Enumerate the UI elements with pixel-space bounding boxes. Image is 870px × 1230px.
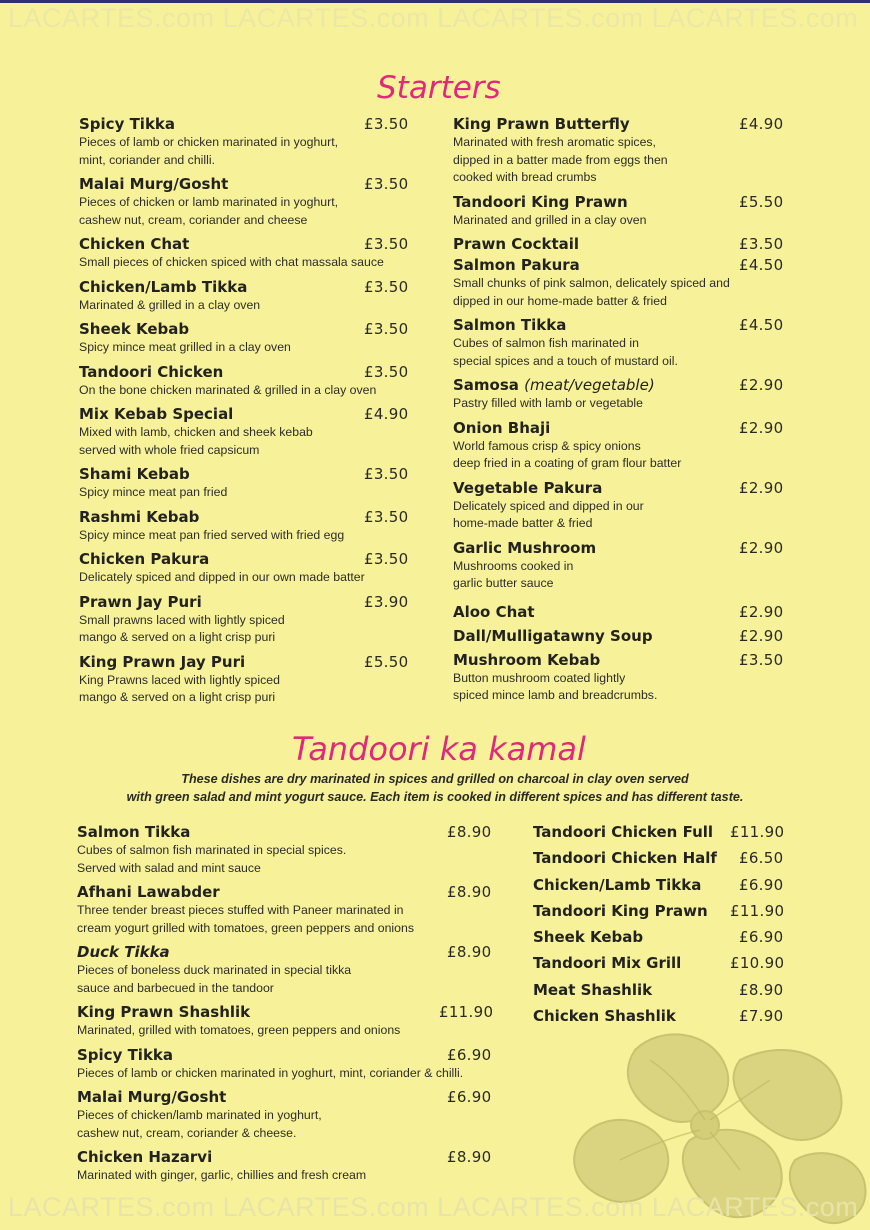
item-name: Tandoori Mix Grill	[533, 954, 682, 973]
item-name: Malai Murg/Gosht	[79, 175, 229, 193]
menu-item	[453, 192, 798, 230]
item-price: £2.90	[739, 418, 784, 437]
item-price: £4.90	[739, 115, 784, 133]
item-description: Spicy mince meat pan fried served with fried egg	[79, 527, 345, 542]
menu-item	[453, 114, 798, 187]
menu-item	[79, 464, 419, 502]
item-price: £8.90	[447, 1148, 492, 1166]
menu-item	[77, 1147, 497, 1185]
item-price: £7.90	[739, 1007, 784, 1026]
item-price: £8.90	[447, 943, 492, 961]
item-name: Duck Tikka	[77, 943, 170, 961]
item-description: King Prawns laced with lightly spiced mango & served on a light crisp puri	[79, 672, 280, 704]
item-description: Spicy mince meat pan fried	[79, 485, 228, 499]
item-description: Marinated and grilled in a clay oven	[453, 212, 647, 227]
item-description: Pieces of chicken/lamb marinated in yoghurt, cashew nut, cream, coriander & cheese.	[77, 1108, 322, 1140]
item-price: £10.90	[730, 954, 785, 973]
item-name: Garlic Mushroom	[453, 538, 597, 557]
item-price: £8.90	[447, 883, 492, 901]
item-name: Prawn Jay Puri	[79, 592, 202, 611]
item-description: Pieces of chicken or lamb marinated in yoghurt, cashew nut, cream, coriander and cheese	[79, 195, 339, 227]
menu-item	[79, 114, 419, 169]
item-price: £4.90	[364, 405, 409, 423]
menu-item	[533, 980, 793, 1000]
menu-item	[533, 875, 793, 895]
item-price: £6.90	[447, 1045, 492, 1064]
item-price: £6.90	[447, 1088, 492, 1106]
item-name: Tandoori Chicken	[79, 362, 224, 381]
item-name: Onion Bhaji	[453, 418, 551, 437]
item-name: Dall/Mulligatawny Soup	[453, 626, 653, 645]
item-price: £6.90	[739, 928, 784, 947]
menu-item	[79, 362, 419, 400]
menu-item	[77, 1002, 497, 1040]
item-price: £3.50	[364, 235, 409, 253]
menu-item	[533, 848, 793, 868]
item-description: Pieces of lamb or chicken marinated in yoghurt, mint, coriander and chilli.	[79, 135, 339, 167]
item-name	[453, 376, 655, 394]
item-price: £3.50	[364, 550, 409, 568]
menu-item	[453, 626, 798, 646]
item-price: £3.50	[364, 507, 409, 526]
menu-item	[79, 549, 419, 587]
item-price: £3.50	[364, 465, 409, 483]
item-name: Salmon Tikka	[453, 316, 567, 334]
item-description: Pastry filled with lamb or vegetable	[453, 396, 644, 410]
item-name: Tandoori Chicken Full	[533, 823, 714, 841]
item-description: Small chunks of pink salmon, delicately spiced and dipped in our home-made batter & fried	[453, 276, 730, 308]
item-description: Marinated & grilled in a clay oven	[79, 297, 261, 312]
menu-item	[79, 404, 419, 459]
item-name: Chicken Hazarvi	[77, 1148, 213, 1166]
item-description: Pieces of boneless duck marinated in special tikka sauce and barbecued in the tandoor	[77, 963, 352, 995]
item-price: £3.50	[364, 277, 409, 296]
item-description: Mushrooms cooked in garlic butter sauce	[453, 558, 574, 590]
item-name: Tandoori Chicken Half	[533, 849, 717, 868]
item-price: £2.90	[739, 538, 784, 557]
menu-item	[453, 418, 798, 473]
starters-right-column	[453, 114, 798, 710]
item-price: £4.50	[739, 256, 784, 274]
menu-item	[77, 942, 497, 997]
item-price: £3.50	[364, 115, 409, 133]
item-name: Chicken Pakura	[79, 550, 210, 568]
menu-item	[79, 592, 419, 647]
menu-item	[79, 277, 419, 315]
menu-item	[533, 822, 793, 842]
item-description: Three tender breast pieces stuffed with Paneer marinated in cream yogurt grilled with tomatoes, green peppers and onions	[77, 903, 414, 935]
item-description: Marinated, grilled with tomatoes, green peppers and onions	[77, 1023, 401, 1037]
item-description: Pieces of lamb or chicken marinated in yoghurt, mint, coriander & chilli.	[77, 1065, 464, 1080]
menu-item	[77, 882, 497, 937]
menu-item	[453, 602, 798, 622]
item-name: Rashmi Kebab	[79, 507, 200, 526]
item-description: Spicy mince meat grilled in a clay oven	[79, 340, 291, 354]
tandoori-title: Tandoori ka kamal	[292, 730, 586, 768]
item-name: Chicken/Lamb Tikka	[533, 875, 702, 894]
menu-item	[453, 538, 798, 593]
item-price: £3.50	[739, 235, 784, 253]
tandoori-right-column	[533, 822, 793, 1032]
starters-left-column	[79, 114, 419, 712]
item-name: King Prawn Butterfly	[453, 115, 630, 133]
item-price: £3.50	[364, 320, 409, 338]
item-name: King Prawn Shashlik	[77, 1003, 251, 1021]
menu-item	[79, 319, 419, 357]
menu-item	[453, 375, 798, 413]
item-name-note: (meat/vegetable)	[524, 376, 655, 394]
item-name: Salmon Tikka	[77, 823, 191, 841]
item-price: £8.90	[739, 980, 784, 999]
item-name: Meat Shashlik	[533, 980, 653, 999]
item-name: Malai Murg/Gosht	[77, 1088, 227, 1106]
tandoori-left-column	[77, 822, 497, 1190]
item-name: Spicy Tikka	[77, 1045, 174, 1064]
item-description: World famous crisp & spicy onions deep fried in a coating of gram flour batter	[453, 438, 682, 470]
menu-item	[533, 953, 793, 973]
item-description: Delicately spiced and dipped in our home-made batter & fried	[453, 498, 644, 530]
item-price: £2.90	[739, 478, 784, 497]
menu-item	[453, 478, 798, 533]
item-price: £2.90	[739, 376, 784, 394]
item-name: Chicken Chat	[79, 235, 190, 253]
item-description: Marinated with fresh aromatic spices, dipped in a batter made from eggs then cooked with bread crumbs	[453, 135, 668, 184]
item-description: On the bone chicken marinated & grilled in a clay oven	[79, 382, 377, 397]
menu-item	[77, 1045, 497, 1083]
menu-item	[533, 901, 793, 921]
watermark-bottom: LACARTES.com LACARTES.com LACARTES.com LACARTES.com	[8, 1192, 859, 1222]
item-name: Shami Kebab	[79, 465, 190, 483]
item-name: Afhani Lawabder	[77, 883, 220, 901]
item-name: Spicy Tikka	[79, 115, 176, 133]
item-name: Sheek Kebab	[79, 320, 190, 338]
item-name: Prawn Cocktail	[453, 235, 580, 253]
item-name: Chicken Shashlik	[533, 1007, 676, 1026]
item-price: £3.90	[364, 592, 409, 611]
item-price: £2.90	[739, 602, 784, 621]
menu-item	[533, 927, 793, 947]
item-price: £3.50	[364, 175, 409, 193]
item-name: Mushroom Kebab	[453, 650, 601, 669]
menu-item	[79, 174, 419, 229]
item-name: Mix Kebab Special	[79, 405, 234, 423]
menu-item	[77, 1087, 497, 1142]
menu-item	[79, 507, 419, 545]
watermark-top: LACARTES.com LACARTES.com LACARTES.com LACARTES.com	[8, 3, 859, 33]
item-description: Small pieces of chicken spiced with chat massala sauce	[79, 255, 384, 269]
item-description: Cubes of salmon fish marinated in special spices and a touch of mustard oil.	[453, 336, 678, 368]
menu-item	[79, 652, 419, 707]
item-name: Tandoori King Prawn	[533, 901, 708, 920]
item-price: £8.90	[447, 823, 492, 841]
item-name-main: Samosa	[453, 376, 519, 394]
item-price: £6.50	[739, 849, 784, 868]
item-name: Vegetable Pakura	[453, 478, 603, 497]
item-price: £4.50	[739, 316, 784, 334]
menu-item	[453, 255, 798, 310]
item-name: Tandoori King Prawn	[453, 192, 628, 211]
menu-item	[453, 234, 798, 254]
item-description: Mixed with lamb, chicken and sheek kebab served with whole fried capsicum	[79, 425, 313, 457]
item-name: Chicken/Lamb Tikka	[79, 277, 248, 296]
item-description: Small prawns laced with lightly spiced mango & served on a light crisp puri	[79, 612, 285, 644]
menu-item	[453, 650, 798, 705]
item-price: £5.50	[364, 652, 409, 671]
item-description: Cubes of salmon fish marinated in special spices. Served with salad and mint sauce	[77, 843, 347, 875]
item-name: King Prawn Jay Puri	[79, 652, 246, 671]
item-description: Delicately spiced and dipped in our own made batter	[79, 570, 365, 584]
menu-item	[453, 315, 798, 370]
item-price: £11.90	[730, 823, 785, 841]
item-price: £5.50	[739, 192, 784, 211]
item-description: Button mushroom coated lightly spiced mince lamb and breadcrumbs.	[453, 670, 658, 702]
item-description: Marinated with ginger, garlic, chillies and fresh cream	[77, 1168, 367, 1182]
item-name: Aloo Chat	[453, 602, 535, 621]
item-price: £2.90	[739, 626, 784, 645]
item-price: £6.90	[739, 875, 784, 894]
menu-item	[79, 234, 419, 272]
item-name: Sheek Kebab	[533, 928, 644, 947]
item-name: Salmon Pakura	[453, 256, 580, 274]
item-price: £11.90	[730, 901, 785, 920]
starters-title: Starters	[377, 70, 501, 106]
tandoori-intro: These dishes are dry marinated in spices and grilled on charcoal in clay oven served with green salad and mint yogurt sauce. Each item is cooked in different spices and has different taste.	[126, 772, 744, 804]
item-price: £3.50	[364, 362, 409, 381]
menu-item	[77, 822, 497, 877]
item-price: £3.50	[739, 650, 784, 669]
item-price: £11.90	[439, 1003, 494, 1021]
